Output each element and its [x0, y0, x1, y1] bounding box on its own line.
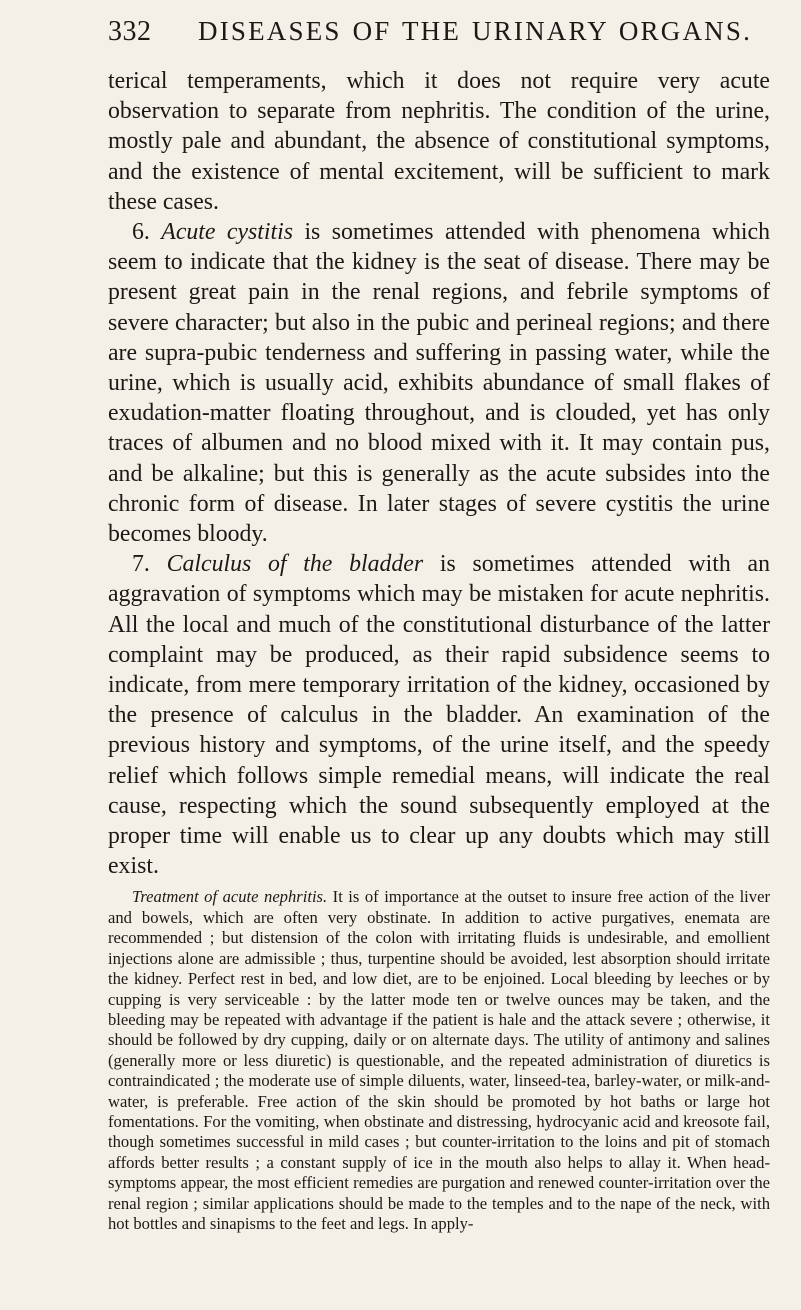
section-title-calculus: Calculus of the bladder — [166, 551, 424, 578]
treatment-title: Treatment of acute nephritis. — [132, 887, 328, 907]
page-number: 332 — [108, 16, 152, 47]
section-text: is sometimes attended with an aggravation of symptoms which may be mistaken for acute nephritis. All the local and much of the constitutional disturbance of the latter complaint may be produced, as their rapid subsidence seems to indicate, from mere temporary irritation of the kidney, occasioned by the presence of calculus in the bladder. An examination of the previous history and symptoms, of the urine itself, and the speedy relief which follows simple remedial means, will indicate the real cause, respecting which the sound subsequently employed at the proper time will enable us to clear up any doubts which may still exist. — [108, 551, 770, 880]
section-title-acute-cystitis: Acute cystitis — [161, 219, 293, 246]
body-text — [108, 66, 770, 1234]
running-title: DISEASES OF THE URINARY ORGANS. — [198, 16, 753, 46]
paragraph-acute-cystitis — [108, 217, 770, 549]
paragraph-calculus-bladder — [108, 549, 770, 881]
page-header — [108, 16, 768, 66]
paragraph-hysterical-continuation: terical temperaments, which it does not require very acute observation to separate from nephritis. The condition of the urine, mostly pale and abundant, the absence of constitutional symptoms, and the existence of mental excitement, will be sufficient to mark these cases. — [108, 68, 770, 215]
treatment-section — [108, 887, 770, 1234]
section-number: 6. — [132, 219, 150, 246]
section-number: 7. — [132, 551, 150, 578]
paragraph-treatment — [108, 887, 770, 1234]
section-text: is sometimes attended with phenomena which seem to indicate that the kidney is the seat of disease. There may be present great pain in the renal regions, and febrile symptoms of severe character; but also in the pubic and perineal regions; and there are supra-pubic tenderness and suffering in passing water, while the urine, which is usually acid, exhibits abundance of small flakes of exudation-matter floating throughout, and is clouded, yet has only traces of albumen and no blood mixed with it. It may contain pus, and be alkaline; but this is generally as the acute subsides into the chronic form of disease. In later stages of severe cystitis the urine becomes bloody. — [108, 219, 771, 548]
treatment-text: It is of importance at the outset to insure free action of the liver and bowels, which are often very obstinate. In addition to active purgatives, enemata are recommended ; but distension of the colon with irritating fluids is undesirable, and emollient injections alone are admissible ; thus, turpentine should be avoided, lest absorption should irritate the kidney. Perfect rest in bed, and low diet, are to be enjoined. Local bleeding by leeches or by cupping is very serviceable : by the latter mode ten or twelve ounces may be taken, and the bleeding may be repeated with advantage if the patient is hale and the attack severe ; otherwise, it should be followed by dry cupping, daily or on alternate days. The utility of antimony and salines (generally more or less diuretic) is questionable, and the repeated administration of diuretics is contraindicated ; the moderate use of simple diluents, water, linseed-tea, barley-water, or milk-and-water, is preferable. Free action of the skin should be promoted by hot baths or large hot fomentations. For the vomiting, when obstinate and distressing, hydrocyanic acid and kreosote fail, though sometimes successful in mild cases ; but counter-irritation to the loins and pit of stomach affords better results ; a constant supply of ice in the mouth also helps to allay it. When head-symptoms appear, the most efficient remedies are purgation and renewed counter-irritation over the renal region ; similar applications should be made to the temples and to the nape of the neck, with hot bottles and sinapisms to the feet and legs. In apply- — [108, 887, 770, 1233]
